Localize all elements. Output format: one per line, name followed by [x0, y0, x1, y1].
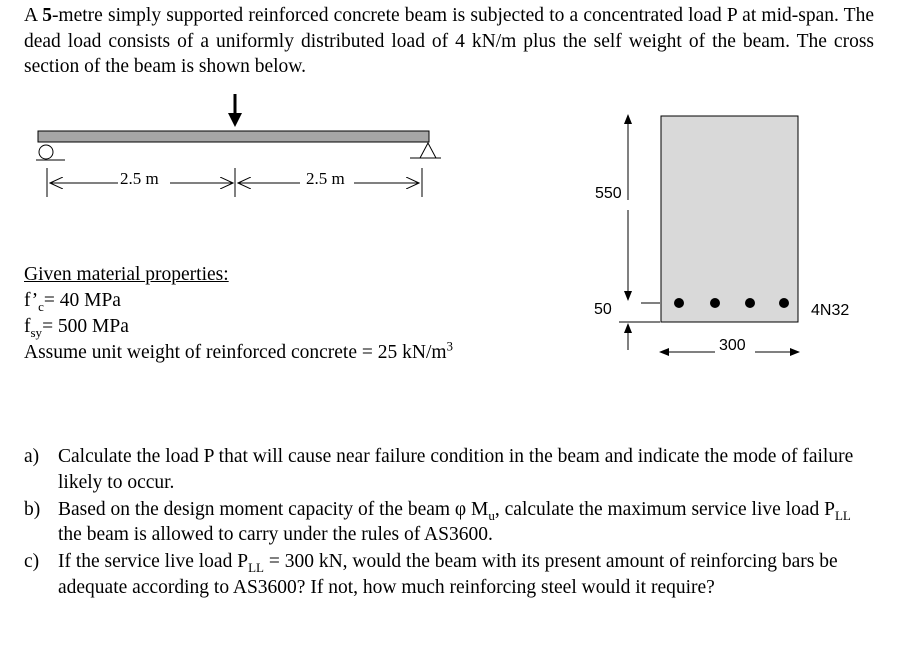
cross-section [661, 116, 798, 322]
bars-label: 4N32 [811, 302, 850, 319]
intro-paragraph: A 5-metre simply supported reinforced concrete beam is subjected to a concentrated load P at mid-span. The dead load consists of a uniformly distributed load of 4 kN/m plus the self weight of the beam. The cross section of the beam is shown below. [24, 5, 874, 77]
unit-weight-property: Assume unit weight of reinforced concrete = 25 $kN/m^3$ [24, 338, 454, 363]
question-label: a) [24, 446, 40, 467]
fc-property: $f’_c= 40$ MPa [24, 290, 121, 314]
question-b [24, 497, 874, 549]
question-c [24, 549, 874, 601]
right-span-label: 2.5 m [306, 169, 345, 188]
cover-label: 50 [594, 301, 612, 318]
question-a [24, 444, 874, 496]
material-properties [24, 262, 453, 366]
question-label: c) [24, 551, 40, 573]
rebar [779, 298, 789, 308]
point-load-arrow [228, 94, 242, 127]
beam-length-value: 5 [42, 5, 52, 26]
depth-label: 550 [595, 185, 622, 202]
fsy-property: $f_{sy}= 500$ MPa [24, 316, 129, 340]
question-text: If the service live load $P_{LL} = 300$ kN, would the beam with its present amount of reinforcing bars be adequate according to AS3600? If not, how much reinforcing steel would it require? [58, 551, 838, 598]
width-label: 300 [719, 337, 746, 354]
question-text: Based on the design moment capacity of the beam φ $M_u$, calculate the maximum service live load $P_{LL}$ the beam is allowed to carry under the rules of AS3600. [58, 498, 851, 546]
rebar [710, 298, 720, 308]
rebar [674, 298, 684, 308]
rebar [745, 298, 755, 308]
properties-heading: Given material properties: [24, 264, 229, 285]
question-label: b) [24, 498, 41, 520]
beam [38, 131, 429, 142]
right-support [410, 143, 441, 158]
question-text: Calculate the load P that will cause near failure condition in the beam and indicate the mode of failure likely to occur. [58, 446, 854, 493]
left-span-label: 2.5 m [120, 169, 159, 188]
question-list [24, 444, 874, 602]
left-support [36, 145, 65, 160]
